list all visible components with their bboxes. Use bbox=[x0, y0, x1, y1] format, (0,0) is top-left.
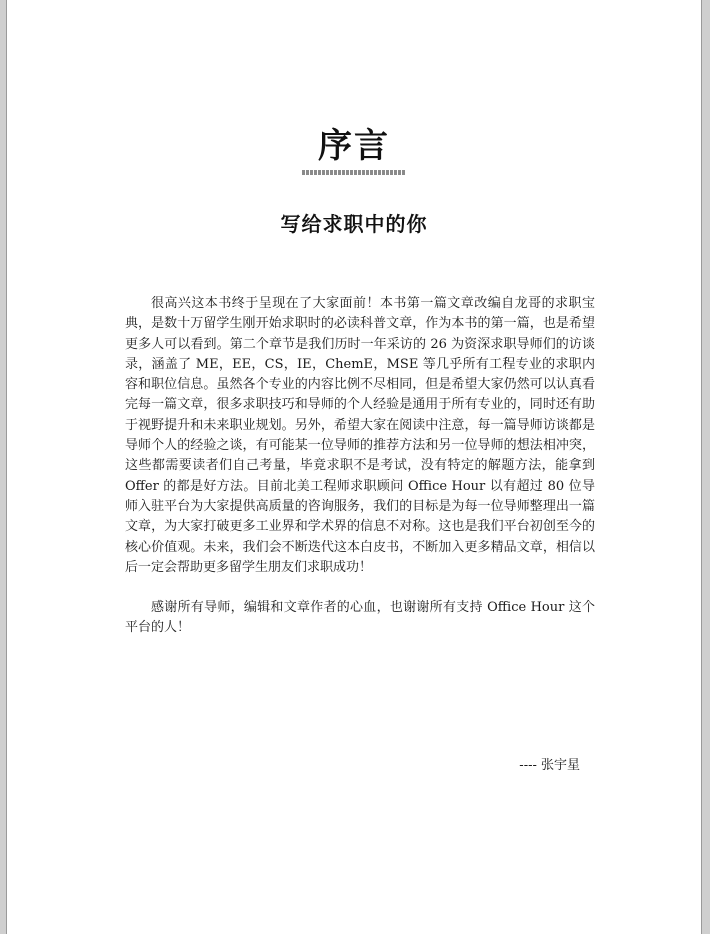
chapter-heading bbox=[7, 124, 701, 175]
section-subtitle: 写给求职中的你 bbox=[280, 212, 428, 236]
author-signature: ---- 张宇星 bbox=[519, 758, 580, 773]
document-page bbox=[6, 0, 702, 934]
paragraph-thanks: 感谢所有导师，编辑和文章作者的心血，也谢谢所有支持 Office Hour 这个平台的人！ bbox=[125, 600, 595, 636]
title-underline bbox=[302, 170, 406, 175]
paragraph-intro: 很高兴这本书终于呈现在了大家面前！本书第一篇文章改编自龙哥的求职宝典，是数十万留学生刚开始求职时的必读科普文章，作为本书的第一篇，也是希望更多人可以看到。第二个章节是我们历时一年采访的 26 为资深求职导师们的访谈录，涵盖了 ME，EE，CS，IE，ChemE，MSE 等几乎所有工程专业的求职内容和职位信息。虽然各个专业的内容比例不尽相同，但是希望大家仍然可以认真看完每一篇文章，很多求职技巧和导师的个人经验是通用于所有专业的，同时还有助于视野提升和未来职业规划。另外，希望大家在阅读中注意，每一篇导师访谈都是导师个人的经验之谈，有可能某一位导师的推荐方法和另一位导师的想法相冲突，这些都需要读者们自己考量，毕竟求职不是考试，没有特定的解题方法，能拿到 Offer 的都是好方法。目前北美工程师求职顾问 Office Hour 以有超过 80 位导师入驻平台为大家提供高质量的咨询服务，我们的目标是为每一位导师整理出一篇文章，为大家打破更多工业界和学术界的信息不对称。这也是我们平台初创至今的核心价值观。未来，我们会不断迭代这本白皮书，不断加入更多精品文章，相信以后一定会帮助更多留学生朋友们求职成功！ bbox=[125, 296, 595, 575]
chapter-title: 序言 bbox=[318, 126, 390, 166]
preface-body bbox=[125, 294, 595, 639]
